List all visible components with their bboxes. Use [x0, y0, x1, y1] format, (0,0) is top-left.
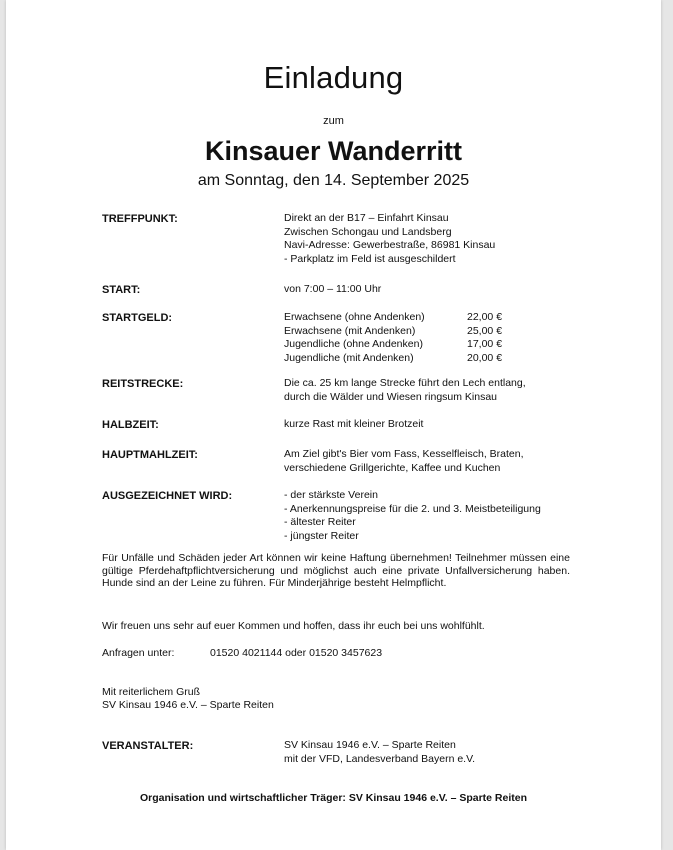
- contact-line: [102, 647, 383, 660]
- reitstrecke-line: Die ca. 25 km lange Strecke führt den Lech entlang,: [284, 377, 526, 389]
- treffpunkt-label: TREFFPUNKT:: [102, 213, 178, 225]
- fee-row: [284, 311, 514, 325]
- contact-phone-numbers: 01520 4021144 oder 01520 3457623: [210, 647, 383, 659]
- hauptmahlzeit-line: verschiedene Grillgerichte, Kaffee und Kuchen: [284, 461, 501, 474]
- event-date: am Sonntag, den 14. September 2025: [197, 172, 470, 189]
- document-page: [6, 0, 661, 850]
- reitstrecke-value: [284, 377, 526, 404]
- fee-row: [284, 338, 514, 352]
- fee-price: 20,00 €: [467, 352, 503, 365]
- start-label: START:: [102, 284, 141, 296]
- treffpunkt-line: - Parkplatz im Feld ist ausgeschildert: [284, 253, 456, 266]
- closing-greeting: Mit reiterlichem Gruß: [102, 686, 201, 698]
- award-item: - Anerkennungspreise für die 2. und 3. Meistbeteiligung: [284, 502, 541, 515]
- ausgezeichnet-value: [284, 489, 541, 544]
- treffpunkt-line: Navi-Adresse: Gewerbestraße, 86981 Kinsau: [284, 239, 496, 252]
- startgeld-label: STARTGELD:: [102, 312, 173, 324]
- fee-price: 25,00 €: [467, 324, 503, 337]
- ausgezeichnet-label: AUSGEZEICHNET WIRD:: [102, 490, 233, 502]
- fee-row: [284, 352, 514, 366]
- reitstrecke-label: REITSTRECKE:: [102, 378, 184, 390]
- fee-price: 17,00 €: [467, 338, 503, 351]
- veranstalter-label: VERANSTALTER:: [102, 740, 194, 752]
- document-title: Einladung: [263, 60, 404, 95]
- title-connector: zum: [323, 115, 344, 127]
- fee-row: [284, 325, 514, 339]
- halbzeit-label: HALBZEIT:: [102, 419, 159, 431]
- award-item: - ältester Reiter: [284, 516, 356, 529]
- veranstalter-line: SV Kinsau 1946 e.V. – Sparte Reiten: [284, 739, 456, 751]
- reitstrecke-line: durch die Wälder und Wiesen ringsum Kinsau: [284, 390, 498, 403]
- fee-price: 22,00 €: [467, 311, 503, 323]
- closing-sender: SV Kinsau 1946 e.V. – Sparte Reiten: [102, 699, 274, 711]
- liability-paragraph: Für Unfälle und Schäden jeder Art können wir keine Haftung übernehmen! Teilnehmer müssen eine gültige Pferdehaftpflichtversicherung und möglichst auch eine private Unfallversicherung haben. Hunde sind an der Leine zu führen. Für Minderjährige besteht Helmpflicht.: [102, 552, 570, 590]
- fee-category: Erwachsene (mit Andenken): [284, 324, 416, 337]
- fee-category: Erwachsene (ohne Andenken): [284, 311, 425, 323]
- welcome-sentence: Wir freuen uns sehr auf euer Kommen und hoffen, dass ihr euch bei uns wohlfühlt.: [102, 620, 485, 632]
- event-name: Kinsauer Wanderritt: [204, 136, 463, 166]
- hauptmahlzeit-line: Am Ziel gibt's Bier vom Fass, Kesselfleisch, Braten,: [284, 448, 524, 460]
- treffpunkt-value: [284, 212, 495, 267]
- contact-label: Anfragen unter:: [102, 647, 175, 659]
- organisation-footer: Organisation und wirtschaftlicher Träger: SV Kinsau 1946 e.V. – Sparte Reiten: [139, 792, 528, 804]
- startgeld-table: [284, 311, 514, 366]
- hauptmahlzeit-label: HAUPTMAHLZEIT:: [102, 449, 198, 461]
- treffpunkt-line: Direkt an der B17 – Einfahrt Kinsau: [284, 212, 449, 224]
- veranstalter-value: [284, 739, 475, 766]
- fee-category: Jugendliche (mit Andenken): [284, 352, 414, 365]
- award-item: - der stärkste Verein: [284, 489, 378, 501]
- award-item: - jüngster Reiter: [284, 530, 359, 543]
- treffpunkt-line: Zwischen Schongau und Landsberg: [284, 225, 452, 238]
- halbzeit-value: kurze Rast mit kleiner Brotzeit: [284, 418, 424, 430]
- hauptmahlzeit-value: [284, 448, 524, 475]
- start-value: von 7:00 – 11:00 Uhr: [284, 283, 382, 295]
- veranstalter-line: mit der VFD, Landesverband Bayern e.V.: [284, 752, 476, 765]
- fee-category: Jugendliche (ohne Andenken): [284, 338, 423, 351]
